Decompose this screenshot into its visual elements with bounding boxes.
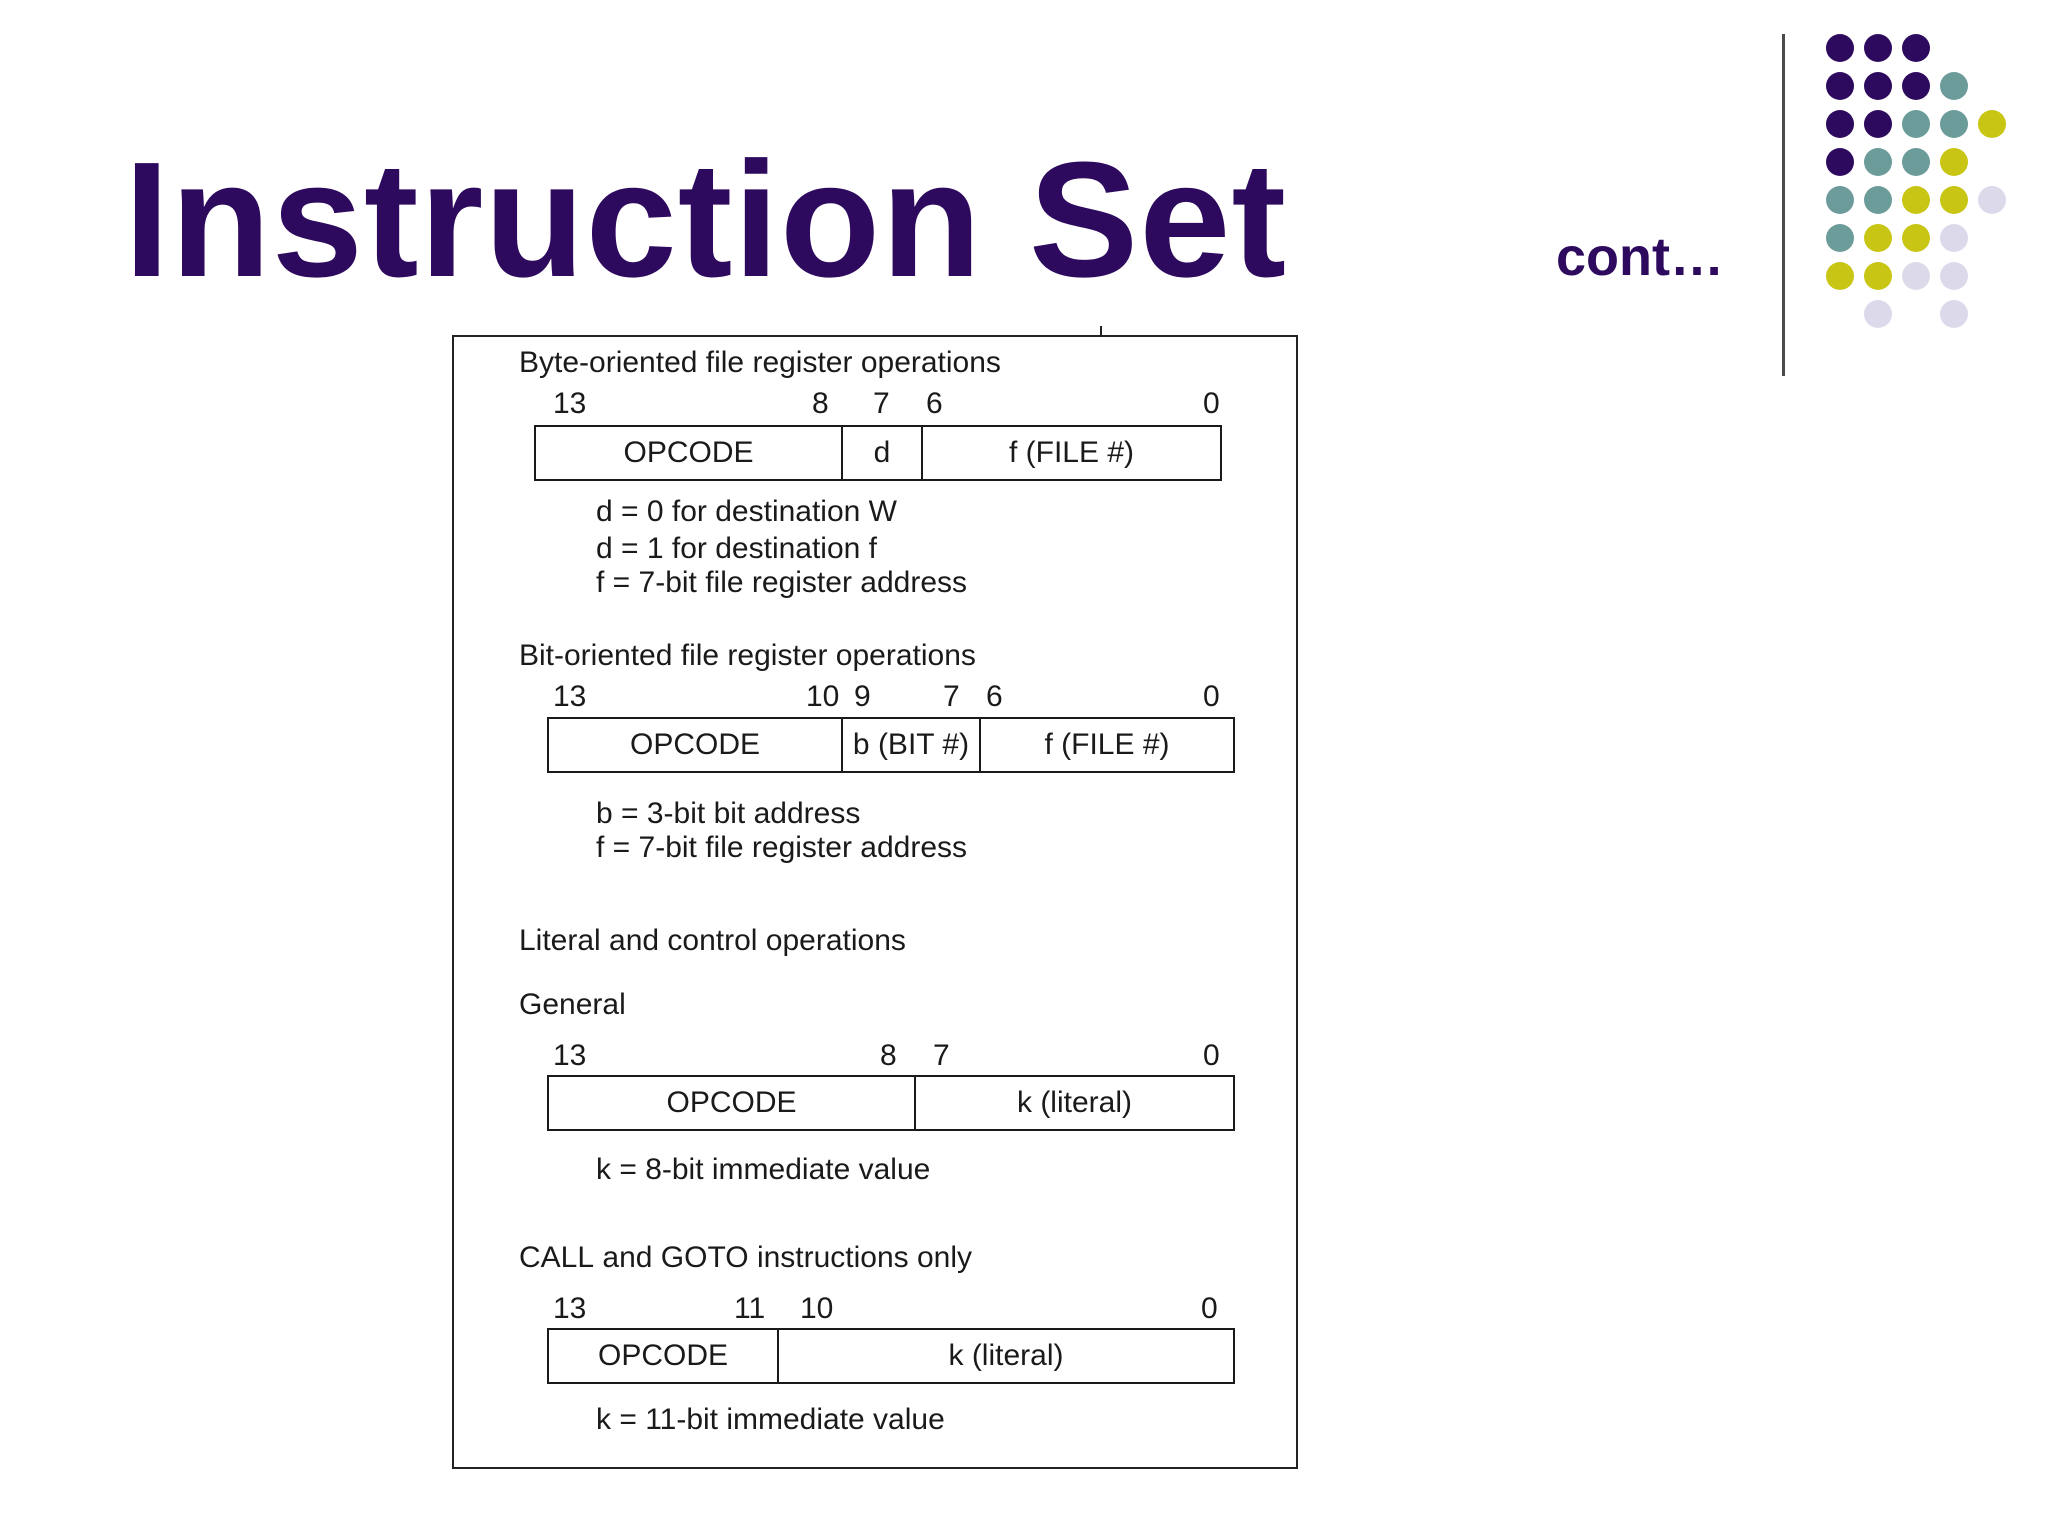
- decorative-dot: [1940, 186, 1968, 214]
- decorative-dot: [1826, 110, 1854, 138]
- literal-field: k (literal): [914, 1077, 1233, 1129]
- bit-number: 6: [986, 680, 1003, 713]
- decorative-dot: [1864, 110, 1892, 138]
- opcode-field: OPCODE: [623, 436, 754, 469]
- file-field: f (FILE #): [979, 719, 1233, 771]
- divider-line: [1782, 34, 1785, 376]
- decorative-dot: [1902, 224, 1930, 252]
- decorative-dot: [1864, 148, 1892, 176]
- decorative-dot: [1902, 72, 1930, 100]
- bit-note: f = 7-bit file register address: [596, 831, 968, 864]
- byte-ops-format-box: [534, 425, 1222, 481]
- slide-subtitle: cont…: [1556, 227, 1724, 287]
- decorative-dot: [1902, 34, 1930, 62]
- bit-field: b (BIT #): [841, 719, 979, 771]
- literal-ops-heading: Literal and control operations: [519, 924, 906, 957]
- decorative-dot: [1826, 72, 1854, 100]
- decorative-dot: [1864, 224, 1892, 252]
- callgoto-heading: [519, 1243, 972, 1273]
- d-field: d: [841, 427, 921, 479]
- bit-number: 9: [854, 680, 871, 713]
- decorative-dot: [1864, 300, 1892, 328]
- opcode-field: OPCODE: [629, 728, 761, 761]
- general-subheading: General: [519, 988, 626, 1021]
- decorative-dot: [1864, 72, 1892, 100]
- decorative-dot: [1940, 262, 1968, 290]
- bit-number: 0: [1203, 387, 1220, 420]
- bit-number: 13: [553, 680, 587, 713]
- decorative-dot: [1826, 186, 1854, 214]
- literal-format-box: [547, 1075, 1235, 1131]
- decorative-dot: [1826, 34, 1854, 62]
- decorative-dot: [1978, 186, 2006, 214]
- bit-number: 0: [1203, 680, 1220, 713]
- decorative-dot: [1940, 224, 1968, 252]
- decorative-dot: [1864, 34, 1892, 62]
- bit-number: 13: [553, 387, 587, 420]
- bit-note: b = 3-bit bit address: [596, 797, 861, 830]
- bit-number: 7: [943, 680, 960, 713]
- callgoto-format-box: [547, 1328, 1235, 1384]
- goto-keyword: GOTO: [660, 1241, 749, 1274]
- callgoto-note: k = 11-bit immediate value: [596, 1403, 945, 1436]
- bit-ops-format-box: [547, 717, 1235, 773]
- bit-number: 0: [1203, 1039, 1220, 1072]
- opcode-field: OPCODE: [597, 1339, 729, 1372]
- decorative-dot: [1864, 186, 1892, 214]
- decorative-dot: [1940, 72, 1968, 100]
- decorative-dot: [1826, 224, 1854, 252]
- decorative-dot: [1902, 148, 1930, 176]
- byte-note: d = 1 for destination f: [596, 532, 878, 565]
- bit-number: 10: [806, 680, 840, 713]
- bit-number: 13: [553, 1292, 587, 1325]
- bit-number: 13: [553, 1039, 587, 1072]
- literal-note: k = 8-bit immediate value: [596, 1153, 931, 1186]
- bit-number: 8: [812, 387, 829, 420]
- bit-number: 6: [926, 387, 943, 420]
- decorative-dot: [1864, 262, 1892, 290]
- byte-ops-heading: Byte-oriented file register operations: [519, 346, 1001, 379]
- bit-number: 10: [800, 1292, 834, 1325]
- opcode-field: OPCODE: [666, 1086, 797, 1119]
- decorative-dot: [1826, 262, 1854, 290]
- bit-number: 7: [873, 387, 890, 420]
- and-word: and: [602, 1241, 653, 1274]
- decorative-dot: [1826, 148, 1854, 176]
- bit-number: 11: [734, 1292, 766, 1325]
- bit-number: 7: [933, 1039, 950, 1072]
- bit-ops-heading: Bit-oriented file register operations: [519, 639, 976, 672]
- decorative-dot: [1940, 110, 1968, 138]
- heading-rest: instructions only: [756, 1241, 973, 1274]
- byte-note: f = 7-bit file register address: [596, 566, 968, 599]
- bit-number: 8: [880, 1039, 897, 1072]
- decorative-dot: [1940, 148, 1968, 176]
- frame-tick-mark: [1100, 326, 1102, 336]
- decorative-dot: [1940, 300, 1968, 328]
- file-field: f (FILE #): [921, 427, 1220, 479]
- decorative-dot: [1978, 110, 2006, 138]
- slide-title: Instruction Set: [124, 128, 1288, 311]
- bit-number: 0: [1201, 1292, 1218, 1325]
- call-keyword: CALL: [519, 1241, 595, 1274]
- literal-field: k (literal): [777, 1330, 1233, 1382]
- decorative-dot: [1902, 262, 1930, 290]
- byte-note: d = 0 for destination W: [596, 495, 897, 528]
- decorative-dot: [1902, 186, 1930, 214]
- decorative-dot: [1902, 110, 1930, 138]
